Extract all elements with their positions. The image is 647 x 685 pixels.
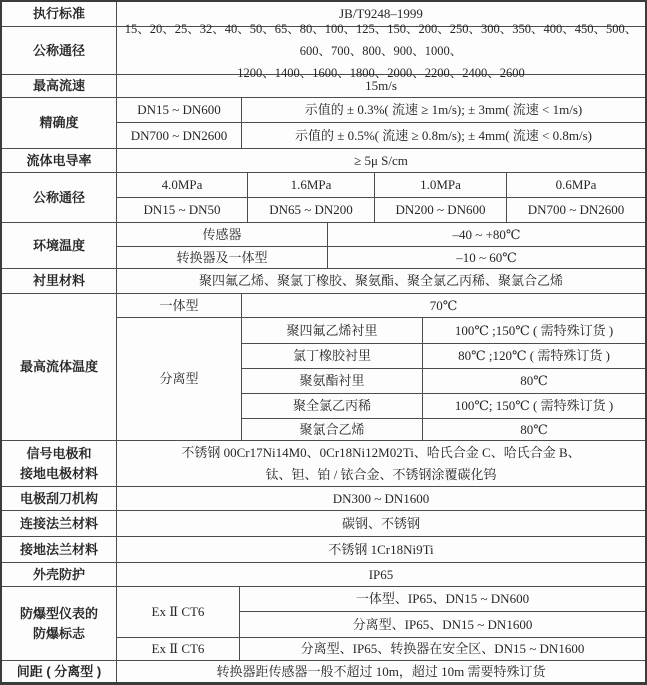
lining-temp-5: 80℃ [520,421,548,437]
nominal-diameter-label: 公称通径 [2,27,117,74]
max-velocity-label: 最高流速 [2,75,117,97]
row-nominal-diameter [2,21,645,80]
pressure-1: 4.0MPa [117,173,248,197]
lining-2: 氯丁橡胶衬里 [242,344,423,368]
explosion-group-2 [117,638,645,660]
lining-temp-3: 80℃ [520,373,548,388]
pressure-range-1: DN15 ~ DN50 [117,198,248,222]
integral-value: 70℃ [429,297,458,313]
explosion-mark-2: Ex Ⅱ CT6 [117,638,240,660]
pressure-4: 0.6MPa [555,177,597,192]
distance-value: 转换器距传感器一般不超过 10m，超过 10m 需要特殊订货 [216,663,546,679]
lining-temp-4: 100℃; 150℃ ( 需特殊订货 ) [454,398,614,413]
explosion-desc-row-1 [240,587,645,612]
row-lining-material [2,269,645,294]
explosion-group-1 [117,587,645,638]
row-distance [2,661,645,682]
fluid-temp-separate-block [117,318,645,440]
enclosure-label: 外壳防护 [2,563,117,586]
explosion-desc-3: 分离型、IP65、转换器在安全区、DN15 ~ DN1600 [300,641,585,656]
pressure-ranges-row [117,198,645,222]
integral-type: 一体型 [117,294,242,317]
explosion-desc-1: 一体型、IP65、DN15 ~ DN600 [355,591,530,606]
accuracy-row-2 [117,123,645,148]
conductivity-label: 流体电导率 [2,149,117,172]
row-max-fluid-temp [2,294,645,441]
executing-standard-value: JB/T9248–1999 [339,6,423,21]
explosion-mark-1: Ex Ⅱ CT6 [117,587,240,637]
executing-standard-label: 执行标准 [2,2,117,26]
row-accuracy [2,98,645,149]
max-fluid-temp-label: 最高流体温度 [2,294,117,440]
nominal-diameter-line1: 15、20、25、32、40、50、65、80、100、125、150、200、250、300、350、400、450、500、600、700、800、900、1000、 [124,21,638,58]
nominal-pressure-label: 公称通径 [2,173,117,222]
accuracy-value-2: 示值的 ± 0.5%( 流速 ≥ 0.8m/s); ± 4mm( 流速 < 0.8m/s) [294,127,593,143]
accuracy-range-1: DN15 ~ DN600 [117,98,242,122]
ground-flange-label: 接地法兰材料 [2,537,117,562]
row-connect-flange [2,511,645,537]
explosion-label-line1: 防爆型仪表的 [19,605,98,621]
lining-4: 聚全氯乙丙稀 [242,394,423,418]
scraper-label: 电极刮刀机构 [2,487,117,510]
accuracy-value-1: 示值的 ± 0.3%( 流速 ≥ 1m/s); ± 3mm( 流速 < 1m/s) [304,102,583,117]
row-explosion-proof [2,587,645,661]
lining-1: 聚四氟乙烯衬里 [242,318,423,343]
row-electrode-material [2,441,645,487]
ambient-converter-row [117,247,645,268]
nominal-diameter-values [117,21,645,80]
explosion-desc-2: 分离型、IP65、DN15 ~ DN1600 [352,616,533,632]
enclosure-value: IP65 [368,566,394,582]
max-velocity-value: 15m/s [365,78,397,93]
electrode-material-label [2,441,117,486]
ambient-value-2: –10 ~ 60℃ [456,249,517,265]
lining-temp-1: 100℃ ;150℃ ( 需特殊订货 ) [454,322,614,338]
row-ground-flange [2,537,645,563]
row-scraper [2,487,645,511]
ambient-value-1: –40 ~ +80℃ [452,226,521,242]
lining-material-value: 聚四氟乙烯、聚氯丁橡胶、聚氨酯、聚全氯乙丙稀、聚氯合乙烯 [198,273,563,288]
ambient-part-1: 传感器 [117,223,328,246]
ground-flange-value: 不锈钢 1Cr18Ni9Ti [328,541,434,557]
pressure-2: 1.6MPa [248,173,375,197]
row-conductivity [2,149,645,173]
electrode-label-line1: 信号电极和 [26,445,92,461]
ambient-temp-label: 环境温度 [2,223,117,268]
pressure-ratings-row [117,173,645,198]
accuracy-row-1 [117,98,645,123]
accuracy-label: 精确度 [2,98,117,148]
nominal-diameter-line2: 1200、1400、1600、1800、2000、2200、2400、2600 [237,65,525,80]
conductivity-value: ≥ 5μ S/cm [354,152,408,168]
electrode-label-line2: 接地电极材料 [19,465,98,481]
connect-flange-label: 连接法兰材料 [2,511,117,536]
separate-row-1 [242,318,645,344]
connect-flange-value: 碳钢、不锈钢 [341,515,420,531]
separate-row-3 [242,369,645,394]
separate-row-5 [242,419,645,440]
distance-label: 间距 ( 分离型 ) [2,661,117,682]
row-ambient-temp [2,223,645,269]
accuracy-range-2: DN700 ~ DN2600 [117,123,242,148]
row-nominal-pressure [2,173,645,223]
separate-row-2 [242,344,645,369]
row-enclosure [2,563,645,587]
lining-5: 聚氯合乙烯 [242,419,423,440]
lining-3: 聚氨酯衬里 [242,369,423,393]
electrode-value-line1: 不锈钢 00Cr17Ni14M0、0Cr18Ni12M02Ti、哈氏合金 C、哈氏合金 B、 [181,444,581,460]
separate-row-4 [242,394,645,419]
explosion-desc-row-2 [240,612,645,637]
separate-type: 分离型 [117,318,242,440]
row-max-velocity [2,75,645,98]
lining-temp-2: 80℃ ;120℃ ( 需特殊订货 ) [458,348,610,363]
pressure-range-2: DN65 ~ DN200 [248,198,375,222]
electrode-value-line2: 钛、钽、铂 / 铱合金、不锈钢涂覆碳化钨 [265,466,497,482]
ambient-part-2: 转换器及一体型 [117,247,328,268]
pressure-range-3: DN200 ~ DN600 [375,198,507,222]
explosion-label-line2: 防爆标志 [32,625,85,641]
lining-material-label: 衬里材料 [2,269,117,293]
pressure-3: 1.0MPa [375,173,507,197]
scraper-value: DN300 ~ DN1600 [332,490,430,506]
explosion-proof-label [2,587,117,660]
electrode-material-value [117,441,645,486]
pressure-range-4: DN700 ~ DN2600 [527,202,625,217]
ambient-sensor-row [117,223,645,247]
fluid-temp-integral-row [117,294,645,318]
